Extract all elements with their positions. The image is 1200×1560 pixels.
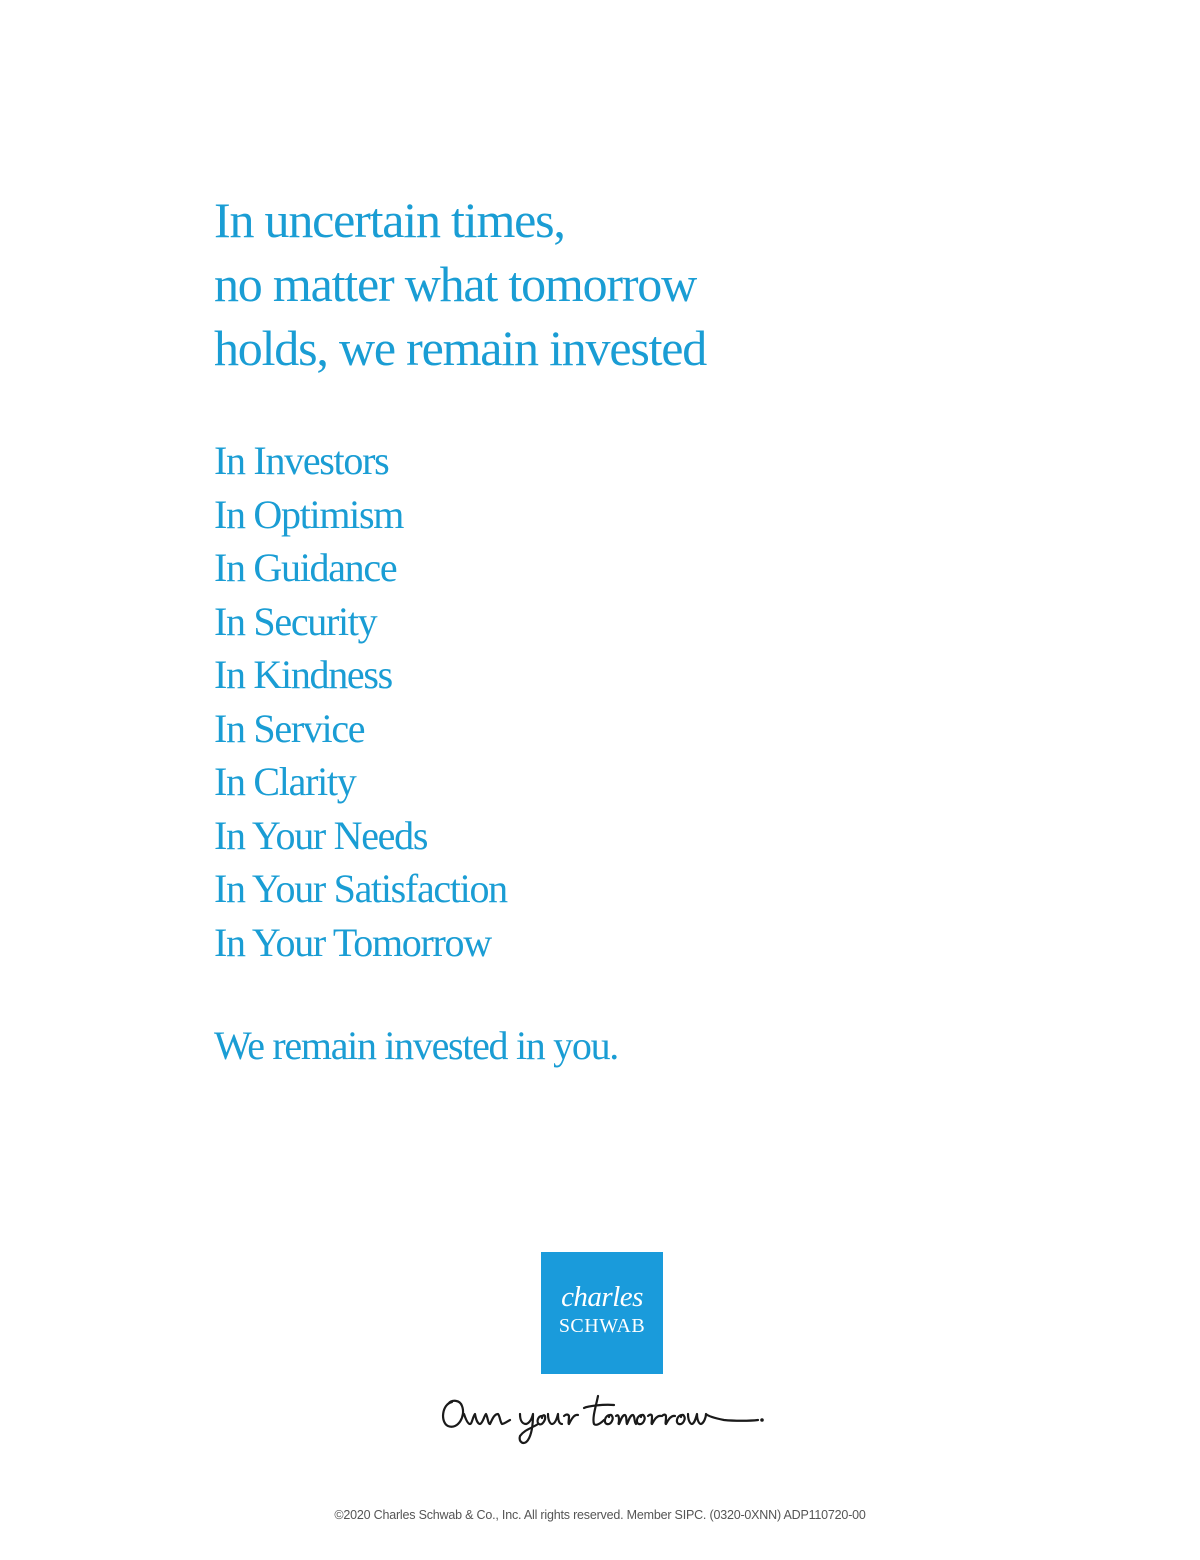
tagline-signature [438, 1390, 768, 1450]
logo-text-charles: charles [561, 1281, 643, 1313]
charles-schwab-logo [541, 1252, 663, 1374]
list-item: In Investors [214, 438, 389, 483]
list-item: In Optimism [214, 491, 404, 537]
list-item: In Your Tomorrow [214, 919, 491, 965]
list-item: In Service [214, 705, 365, 751]
headline [214, 188, 706, 380]
legal-disclaimer: ©2020 Charles Schwab & Co., Inc. All rights reserved. Member SIPC. (0320-0XNN) ADP110720-00 [334, 1507, 866, 1522]
list-item: In Clarity [214, 759, 356, 804]
list-item: In Guidance [214, 545, 397, 590]
list-item: In Your Satisfaction [214, 866, 507, 911]
list-item: In Kindness [214, 652, 392, 697]
closing-statement: We remain invested in you. [214, 1023, 618, 1068]
list-item: In Your Needs [214, 812, 428, 858]
invested-in-list [214, 434, 507, 969]
list-item: In Security [214, 598, 377, 644]
headline-line-1: In uncertain times, [214, 192, 565, 248]
logo-text-schwab: SCHWAB [558, 1315, 646, 1337]
headline-line-3: holds, we remain invested [214, 320, 707, 376]
headline-line-2: no matter what tomorrow [214, 256, 696, 312]
